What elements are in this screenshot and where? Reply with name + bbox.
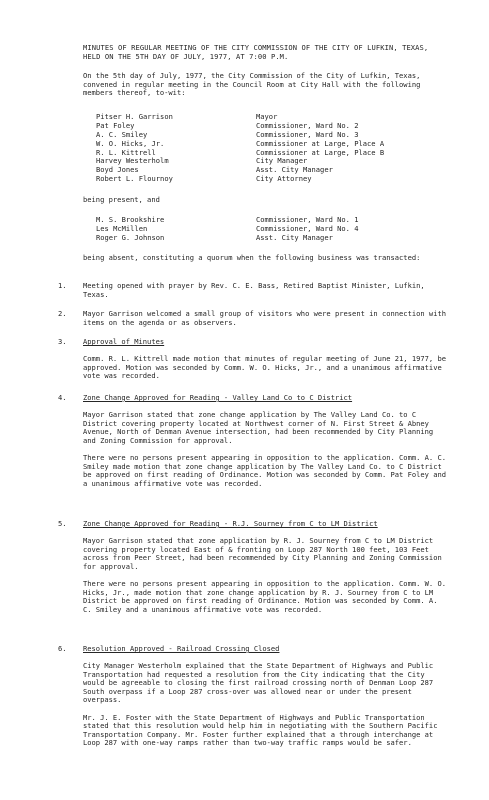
member-title: Asst. City Manager (256, 165, 333, 175)
section-body: Mayor Garrison stated that zone application by R. J. Sourney from C to LM District covering property located East of & fronting on Loop 287 North 100 feet, 103 Feet across from Peer Street, had been recommended by City Planning and Zoning Commission for approval. There were no persons present appearing in opposition to the application. Comm. W. O. Hicks, Jr., made motion that zone change application by R. J. Sourney from C to LM District be approved on first reading of Ordinance. Motion was seconded by Comm. A. C. Smiley and a unanimous affirmative vote was recorded. (83, 536, 447, 614)
absent-roster (96, 216, 436, 243)
member-title: Commissioner, Ward No. 4 (256, 223, 359, 233)
section-body: City Manager Westerholm explained that the State Department of Highways and Public Transportation had requested a resolution from the City indicating that the City would be agreeable to closing the first railroad crossing north of Denman Loop 287 South overpass if a Loop 287 cross-over was allowed near or under the present overpass. Mr. J. E. Foster with the State Department of Highways and Public Transportation stated that this resolution would help him in negotiating with the Southern Pacific Transportation Company. Mr. Foster further explained that a through interchange at Loop 287 with one-way ramps rather than two-way traffic ramps would be safer. (83, 661, 438, 748)
document-title: MINUTES OF REGULAR MEETING OF THE CITY COMMISSION OF THE CITY OF LUFKIN, TEXAS, HELD ON THE 5TH DAY OF JULY, 1977, AT 7:00 P.M. (83, 43, 433, 61)
section-number: 4. (58, 393, 67, 402)
member-name: Harvey Westerholm (96, 156, 169, 166)
intro-paragraph: On the 5th day of July, 1977, the City Commission of the City of Lufkin, Texas, convened in regular meeting in the Council Room at City Hall with the following members thereof, to-wit: (83, 71, 425, 98)
member-name: Roger G. Johnson (96, 232, 165, 242)
section-number: 3. (58, 337, 67, 346)
section-number: 5. (58, 519, 67, 528)
section-heading: Zone Change Approved for Reading - R.J. Sourney from C to LM District (83, 519, 378, 528)
member-name: Boyd Jones (96, 165, 139, 175)
member-title: Commissioner, Ward No. 1 (256, 215, 359, 224)
roster-row (96, 175, 436, 184)
roster-row (96, 234, 436, 243)
absent-label: being present, and (83, 195, 160, 204)
quorum-paragraph: being absent, constituting a quorum when the following business was transacted: (83, 253, 421, 262)
section-number: 6. (58, 644, 67, 653)
section-heading: Zone Change Approved for Reading - Valley Land Co to C District (83, 393, 353, 402)
member-title: Commissioner at Large, Place B (256, 147, 385, 157)
member-name: Les McMillen (96, 223, 148, 233)
member-title: City Attorney (256, 174, 312, 184)
member-title: Commissioner at Large, Place A (256, 138, 385, 148)
section-number: 2. (58, 309, 67, 318)
member-title: City Manager (256, 156, 308, 166)
section-body: Mayor Garrison welcomed a small group of visitors who were present in connection with items on the agenda or as observers. (83, 309, 451, 327)
member-name: Robert L. Flournoy (96, 174, 173, 184)
member-name: A. C. Smiley (96, 129, 148, 139)
member-name: Pitser H. Garrison (96, 112, 173, 121)
section-number: 1. (58, 281, 67, 290)
member-name: W. O. Hicks, Jr. (96, 138, 165, 148)
section-body: Comm. R. L. Kittrell made motion that minutes of regular meeting of June 21, 1977, be approved. Motion was seconded by Comm. W. O. Hicks, Jr., and a unanimous affirmative vote was recorded. (83, 354, 451, 381)
member-name: M. S. Brookshire (96, 215, 165, 224)
section-body: Mayor Garrison stated that zone change application by The Valley Land Co. to C District covering property located at Northwest corner of N. First Street & Abney Avenue, North of Denman Avenue intersection, had been recommended by City Planning and Zoning Commission for approval. There were no persons present appearing in opposition to the application. Comm. A. C. Smiley made motion that zone change application by The Valley Land Co. to C District be approved on first reading of Ordinance. Motion was seconded by Comm. Pat Foley and a unanimous affirmative vote was recorded. (83, 410, 447, 488)
section-body: Meeting opened with prayer by Rev. C. E. Bass, Retired Baptist Minister, Lufkin, Texas. (83, 281, 429, 299)
member-name: R. L. Kittrell (96, 147, 156, 157)
member-name: Pat Foley (96, 120, 135, 130)
section-heading: Resolution Approved - Railroad Crossing Closed (83, 644, 280, 653)
member-title: Mayor (256, 112, 278, 121)
member-title: Asst. City Manager (256, 232, 333, 242)
member-title: Commissioner, Ward No. 2 (256, 120, 359, 130)
present-roster (96, 113, 436, 184)
section-heading: Approval of Minutes (83, 337, 165, 346)
member-title: Commissioner, Ward No. 3 (256, 129, 359, 139)
